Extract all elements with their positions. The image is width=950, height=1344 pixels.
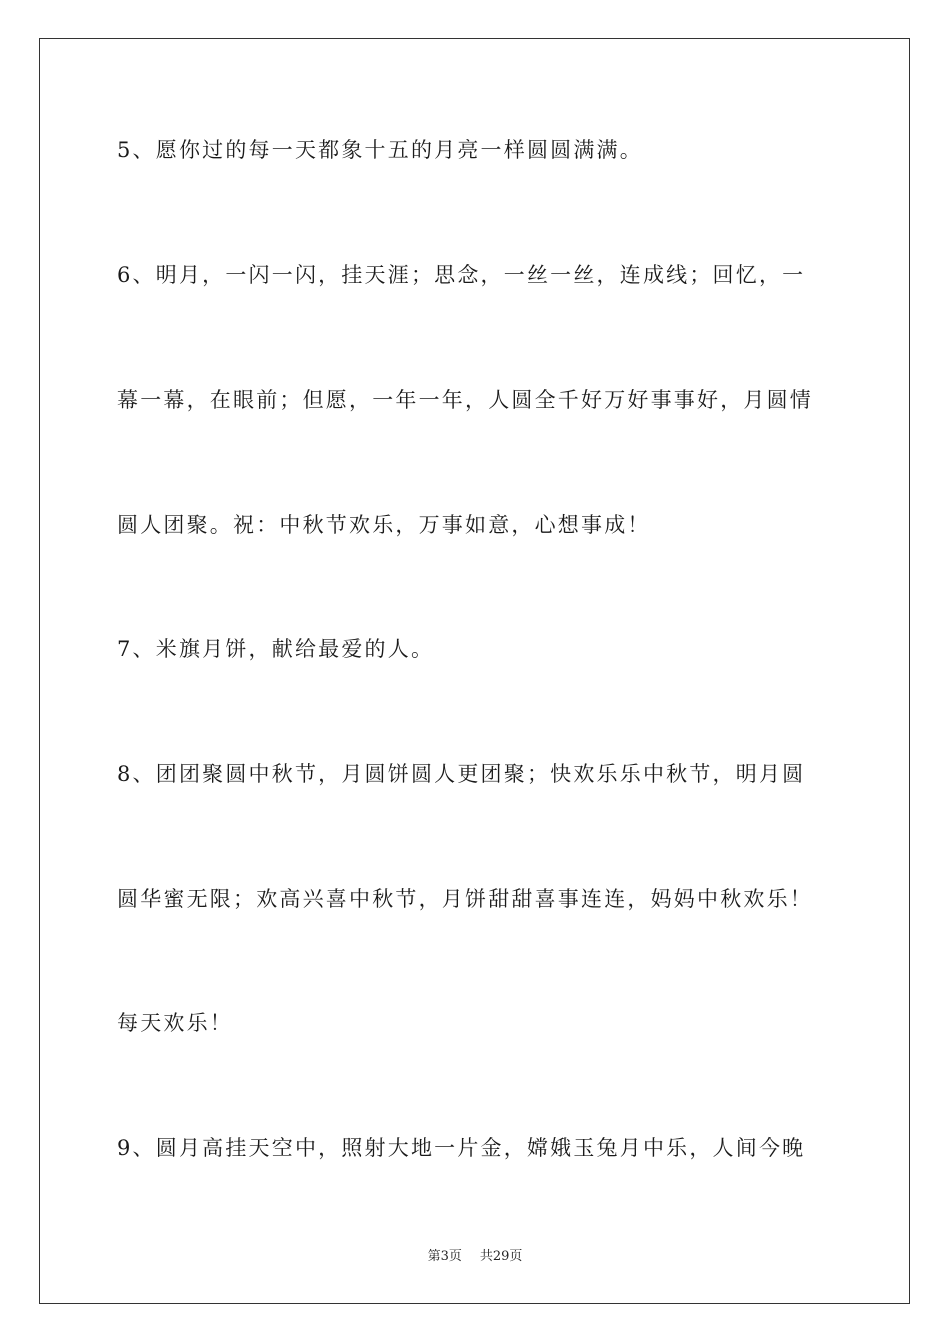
- text-line: 7、米旗月饼，献给最爱的人。: [117, 637, 435, 661]
- page-frame: [39, 38, 910, 1304]
- text-line: 每天欢乐！: [117, 1011, 233, 1035]
- text-line: 圆人团聚。祝：中秋节欢乐，万事如意，心想事成！: [117, 513, 651, 537]
- page-number: 第3页: [427, 1249, 462, 1264]
- page-total: 共29页: [479, 1249, 523, 1264]
- text-line: 幕一幕，在眼前；但愿，一年一年，人圆全千好万好事事好，月圆情: [117, 388, 813, 412]
- text-line: 圆华蜜无限；欢高兴喜中秋节，月饼甜甜喜事连连，妈妈中秋欢乐！: [117, 887, 813, 911]
- page-footer: [0, 1249, 950, 1265]
- text-line: 5、愿你过的每一天都象十五的月亮一样圆圆满满。: [117, 138, 643, 162]
- text-line: 8、团团聚圆中秋节，月圆饼圆人更团聚；快欢乐乐中秋节，明月圆: [117, 762, 806, 786]
- text-line: 9、圆月高挂天空中，照射大地一片金，嫦娥玉兔月中乐，人间今晚: [117, 1136, 806, 1160]
- text-line: 6、明月，一闪一闪，挂天涯；思念，一丝一丝，连成线；回忆，一: [117, 263, 806, 287]
